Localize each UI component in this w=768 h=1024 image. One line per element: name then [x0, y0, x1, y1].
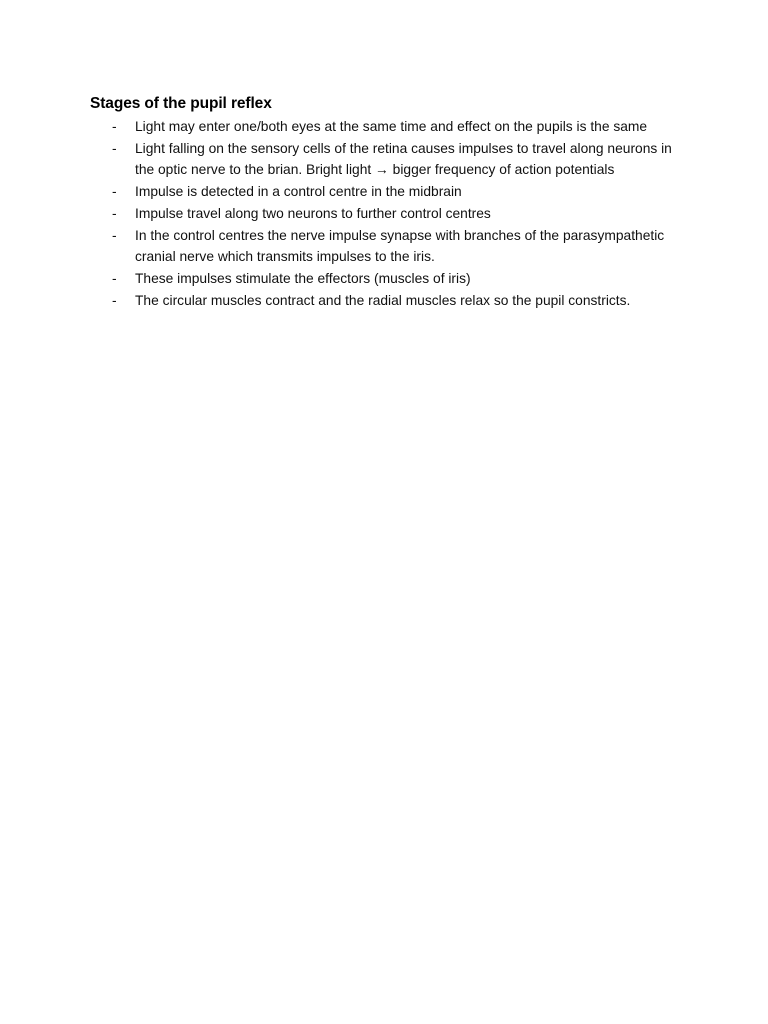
list-item-text: The circular muscles contract and the radial muscles relax so the pupil constricts.	[135, 292, 631, 308]
list-item-text: Light falling on the sensory cells of the retina causes impulses to travel along neurons in the optic nerve to the brian. Bright light → bigger frequency of action potentials	[135, 140, 672, 178]
bullet-marker: -	[112, 205, 117, 221]
list-item	[90, 225, 690, 268]
list-item	[90, 181, 690, 203]
bullet-marker: -	[112, 140, 117, 156]
list-item-text: These impulses stimulate the effectors (muscles of iris)	[135, 270, 471, 286]
bullet-list	[90, 116, 690, 311]
list-item	[90, 138, 690, 181]
bullet-marker: -	[112, 119, 117, 134]
list-item-text: Light may enter one/both eyes at the same time and effect on the pupils is the same	[135, 119, 648, 134]
section-heading: Stages of the pupil reflex	[90, 95, 272, 112]
list-item-text: Impulse travel along two neurons to further control centres	[135, 205, 491, 221]
list-item	[90, 203, 690, 225]
list-item	[90, 116, 690, 138]
bullet-marker: -	[112, 227, 117, 243]
document-content	[90, 93, 690, 311]
bullet-marker: -	[112, 292, 117, 308]
bullet-marker: -	[112, 270, 117, 286]
list-item-text: In the control centres the nerve impulse synapse with branches of the parasympathetic cranial nerve which transmits impulses to the iris.	[135, 227, 665, 265]
list-item	[90, 268, 690, 290]
list-item-text: Impulse is detected in a control centre in the midbrain	[135, 184, 462, 200]
list-item	[90, 290, 690, 312]
bullet-marker: -	[112, 184, 117, 200]
